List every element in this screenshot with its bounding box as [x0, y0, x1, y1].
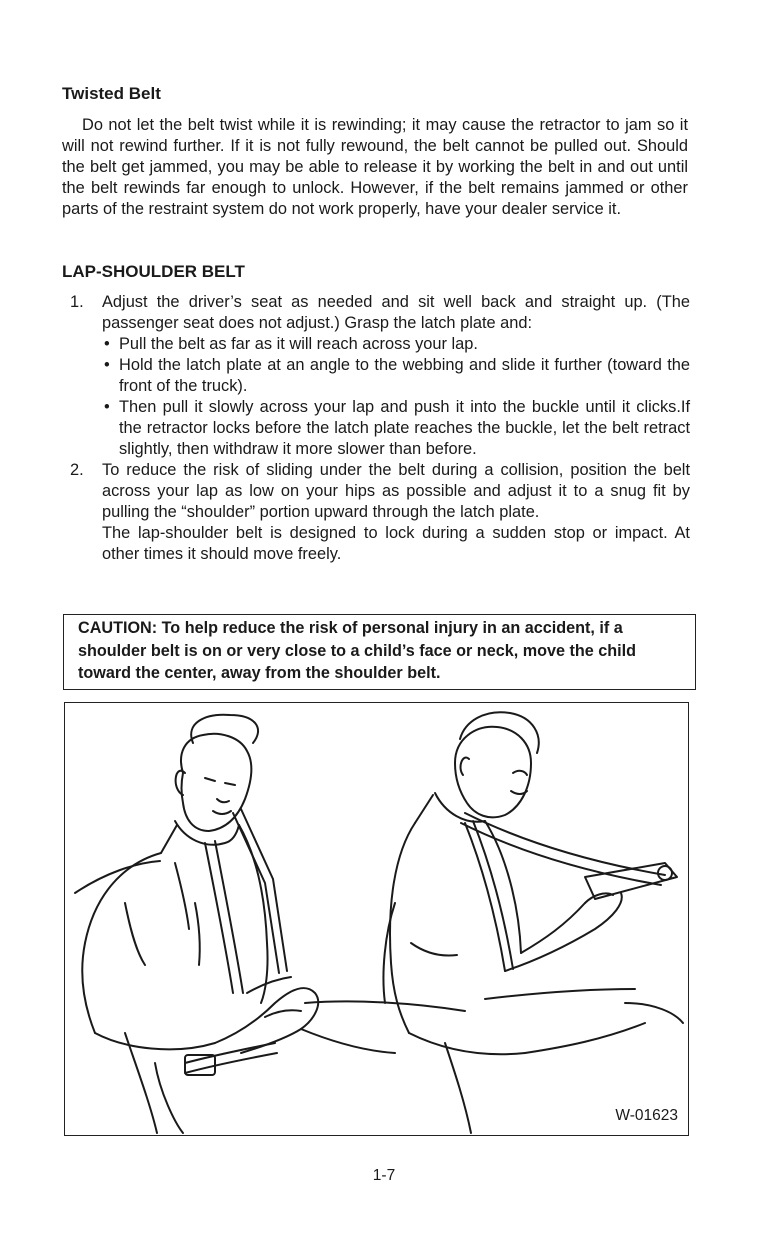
step-2-text-continued: The lap-shoulder belt is designed to lock during a sudden stop or impact. At other times it should move freely. [102, 524, 690, 563]
right-figure [383, 712, 683, 1133]
figure-code: W-01623 [615, 1107, 678, 1124]
page-number: 1-7 [372, 1167, 396, 1184]
lap-shoulder-belt-heading: LAP-SHOULDER BELT [62, 262, 245, 281]
step-1-bullet-2: • Hold the latch plate at an angle to the webbing and slide it further (toward the front of the truck). [102, 355, 690, 397]
step-1-bullet-1: • Pull the belt as far as it will reach across your lap. [102, 334, 690, 355]
twisted-belt-heading: Twisted Belt [62, 84, 161, 103]
instruction-steps [62, 292, 690, 565]
caution-box: CAUTION: To help reduce the risk of personal injury in an accident, if a shoulder belt is on or very close to a child’s face or neck, move the child toward the center, away from the shoulder belt. [63, 614, 696, 690]
left-figure [75, 715, 465, 1133]
seat-belt-illustration [64, 702, 689, 1136]
step-1-bullets [102, 334, 690, 460]
twisted-belt-text: Do not let the belt twist while it is rewinding; it may cause the retractor to jam so it will not rewind further. If it is not fully rewound, the belt cannot be pulled out. Should the belt get jammed, you may be able to release it by working the belt in and out until the belt rewinds far enough to unlock. However, if the belt remains jammed or other parts of the restraint system do not work properly, have your dealer service it. [62, 116, 688, 218]
step-1-number: 1. [70, 293, 84, 311]
step-2-number: 2. [70, 461, 84, 479]
twisted-belt-paragraph [62, 115, 688, 220]
step-1-text: Adjust the driver’s seat as needed and sit well back and straight up. (The passenger seat does not adjust.) Grasp the latch plate and: [102, 293, 690, 332]
step-2-text: To reduce the risk of sliding under the belt during a collision, position the belt across your lap as low on your hips as possible and adjust it to a snug fit by pulling the “shoulder” portion upward through the latch plate. [102, 461, 690, 521]
belt-drawing [65, 703, 688, 1135]
step-1 [62, 292, 690, 460]
step-1-bullet-3: • Then pull it slowly across your lap and push it into the buckle until it clicks.If the retractor locks before the latch plate reaches the buckle, let the belt retract slightly, then withdraw it more slower than before. [102, 397, 690, 460]
step-2 [62, 460, 690, 565]
